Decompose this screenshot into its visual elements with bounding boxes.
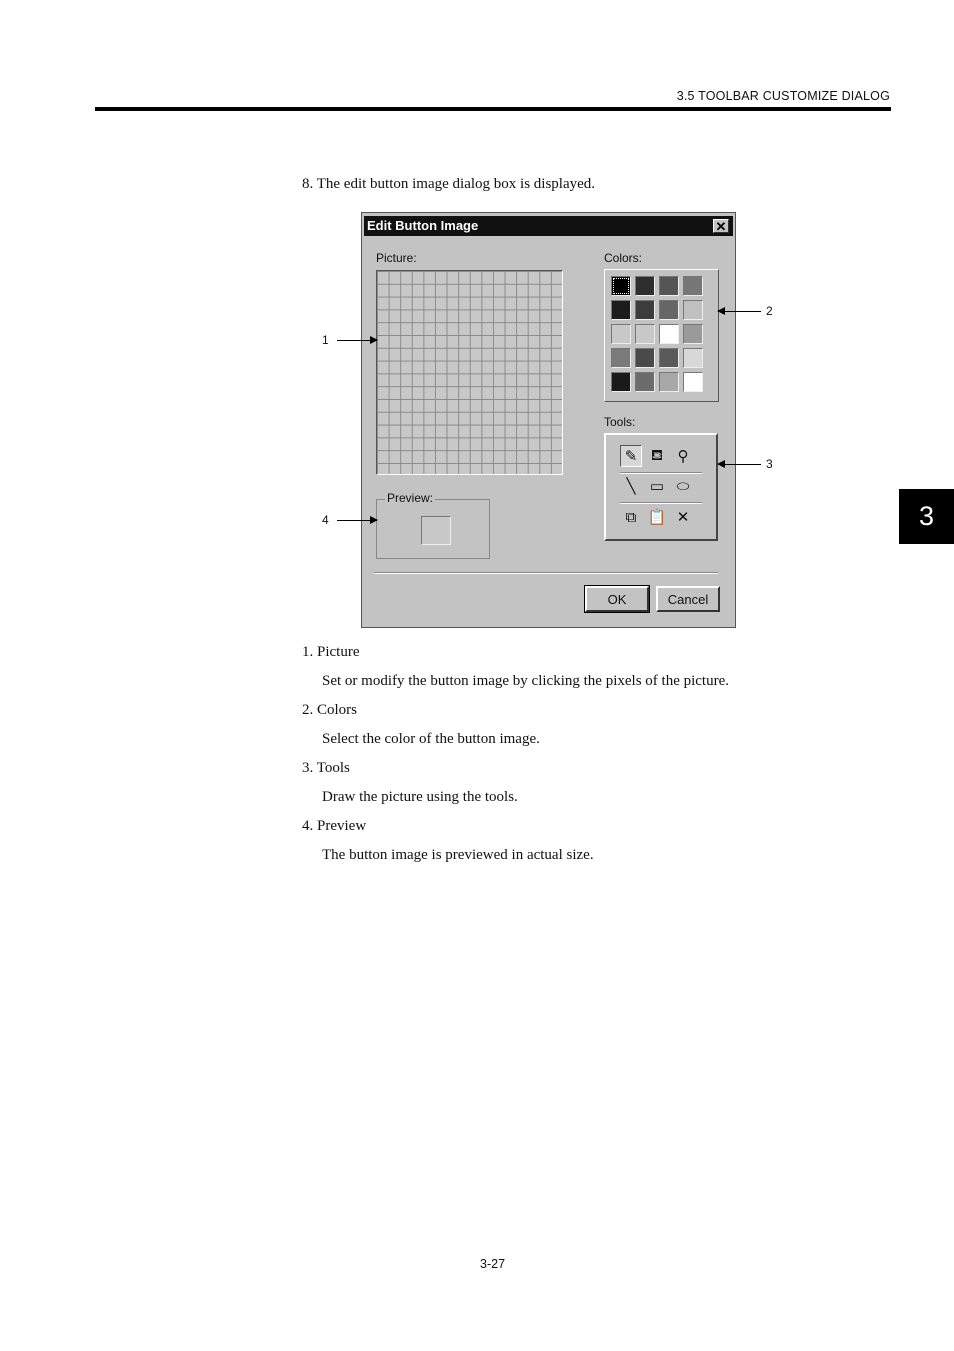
color-swatch[interactable]: [611, 324, 631, 344]
tool-separator: [620, 502, 702, 504]
description-text: Set or modify the button image by clicking the pixels of the picture.: [322, 673, 729, 689]
header-rule: [95, 107, 891, 111]
tools-label: Tools:: [604, 415, 636, 429]
color-swatch[interactable]: [659, 372, 679, 392]
callout-3-arrow: [718, 464, 761, 465]
close-icon[interactable]: ✕: [713, 219, 729, 233]
callout-1-arrow: [337, 340, 377, 341]
description-item: [302, 701, 822, 759]
dialog-titlebar: [364, 216, 733, 236]
ellipse-icon[interactable]: ⬭: [676, 477, 690, 495]
colors-label: Colors:: [604, 251, 643, 265]
color-swatch[interactable]: [635, 300, 655, 320]
color-swatch[interactable]: [683, 348, 703, 368]
preview-label: Preview:: [387, 491, 434, 505]
color-swatch[interactable]: [659, 348, 679, 368]
color-swatch-grid: [611, 276, 718, 392]
color-swatch[interactable]: [611, 348, 631, 368]
tool-separator: [620, 472, 702, 474]
color-swatch[interactable]: [683, 300, 703, 320]
description-item: [302, 643, 822, 701]
description-text: Select the color of the button image.: [322, 731, 540, 747]
tool-row-draw: [620, 445, 694, 467]
callout-3: 3: [766, 457, 773, 471]
section-header: 3.5 TOOLBAR CUSTOMIZE DIALOG: [676, 89, 890, 103]
color-swatch[interactable]: [611, 276, 631, 296]
callout-1: 1: [322, 333, 329, 347]
description-title: 4. Preview: [302, 818, 367, 834]
color-swatch[interactable]: [659, 276, 679, 296]
chapter-tab: 3: [899, 489, 954, 544]
color-swatch[interactable]: [635, 348, 655, 368]
cancel-button[interactable]: Cancel: [656, 586, 720, 612]
dialog-divider: [374, 572, 718, 574]
line-icon[interactable]: ╲: [626, 478, 636, 495]
picture-grid[interactable]: [376, 270, 563, 475]
dialog-title: Edit Button Image: [367, 218, 479, 233]
eyedropper-icon[interactable]: ⚲: [677, 448, 689, 465]
tool-row-edit: [620, 506, 694, 528]
picture-label: Picture:: [376, 251, 417, 265]
callout-4: 4: [322, 513, 329, 527]
pencil-icon[interactable]: ✎: [620, 445, 642, 467]
color-swatch[interactable]: [659, 300, 679, 320]
description-item: [302, 759, 822, 817]
color-swatch[interactable]: [683, 372, 703, 392]
colors-panel: [604, 269, 719, 402]
color-swatch[interactable]: [683, 276, 703, 296]
description-list: [302, 643, 822, 875]
fill-bucket-icon[interactable]: ⛾: [650, 446, 664, 464]
step-text: 8. The edit button image dialog box is displayed.: [302, 176, 596, 192]
description-title: 3. Tools: [302, 760, 350, 776]
color-swatch[interactable]: [611, 300, 631, 320]
color-swatch[interactable]: [659, 324, 679, 344]
description-item: [302, 817, 822, 875]
callout-2: 2: [766, 304, 773, 318]
callout-4-arrow: [337, 520, 377, 521]
clear-icon[interactable]: ✕: [676, 509, 690, 526]
description-text: The button image is previewed in actual size.: [322, 847, 594, 863]
tools-panel: [604, 433, 718, 541]
color-swatch[interactable]: [611, 372, 631, 392]
description-title: 2. Colors: [302, 702, 358, 718]
callout-2-arrow: [718, 311, 761, 312]
color-swatch[interactable]: [683, 324, 703, 344]
page-number: 3-27: [480, 1257, 506, 1271]
paste-icon[interactable]: 📋: [647, 509, 667, 526]
preview-image: [421, 516, 451, 545]
color-swatch[interactable]: [635, 372, 655, 392]
edit-button-image-dialog: [361, 212, 736, 628]
color-swatch[interactable]: [635, 324, 655, 344]
tool-row-shapes: [620, 475, 694, 497]
copy-icon[interactable]: ⧉: [625, 508, 637, 526]
description-text: Draw the picture using the tools.: [322, 789, 518, 805]
color-swatch[interactable]: [635, 276, 655, 296]
rectangle-icon[interactable]: ▭: [649, 478, 665, 495]
preview-group: [376, 491, 490, 559]
description-title: 1. Picture: [302, 644, 360, 660]
ok-button[interactable]: OK: [585, 586, 649, 612]
